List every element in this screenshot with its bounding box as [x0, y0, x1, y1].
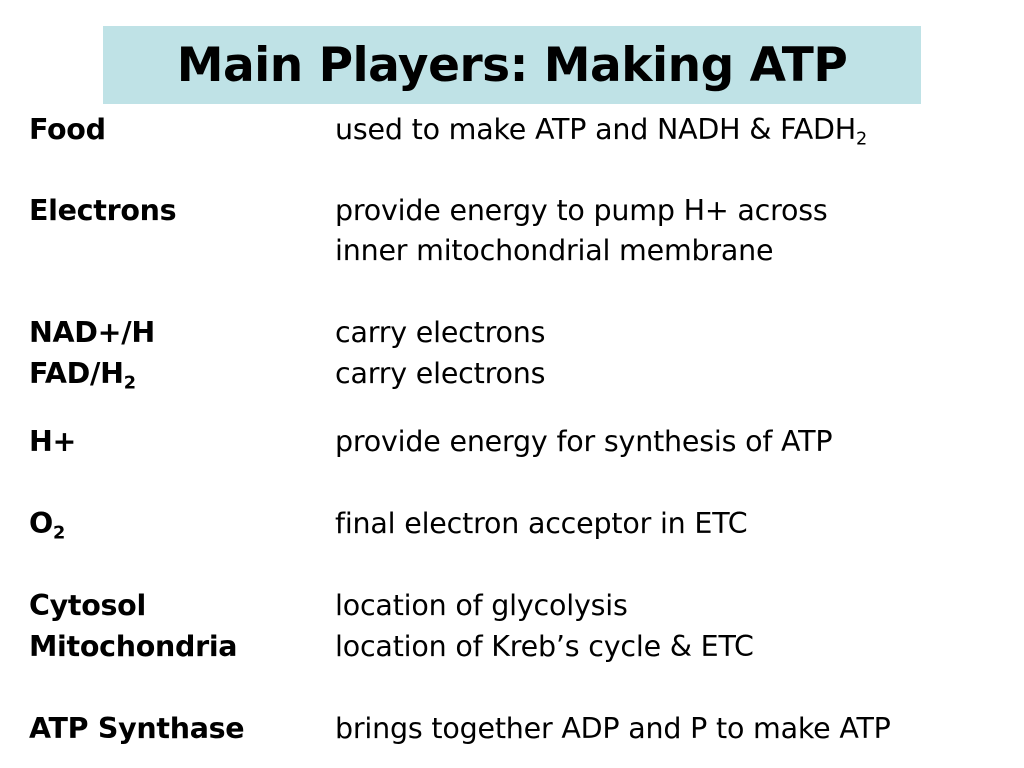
desc-electrons-continued: inner mitochondrial membrane — [335, 234, 774, 267]
term-mitochondria: Mitochondria — [29, 630, 238, 663]
term-electrons: Electrons — [29, 194, 177, 227]
desc-h-plus: provide energy for synthesis of ATP — [335, 425, 833, 458]
desc-oxygen: final electron acceptor in ETC — [335, 507, 748, 540]
term-oxygen: $O_2$ — [29, 507, 65, 544]
desc-nad: carry electrons — [335, 316, 546, 349]
slide-title: Main Players: Making ATP — [176, 37, 848, 93]
term-cytosol: Cytosol — [29, 589, 146, 622]
desc-atp-synthase: brings together ADP and P to make ATP — [335, 712, 891, 745]
term-h-plus: H+ — [29, 425, 77, 458]
desc-cytosol: location of glycolysis — [335, 589, 628, 622]
term-nad: NAD+/H — [29, 316, 155, 349]
desc-mitochondria: location of Kreb’s cycle & ETC — [335, 630, 754, 663]
term-atp-synthase: ATP Synthase — [29, 712, 245, 745]
term-fad: FAD/$H_2$ — [29, 357, 136, 394]
desc-electrons: provide energy to pump H+ across — [335, 194, 828, 227]
desc-fad: carry electrons — [335, 357, 546, 390]
title-banner — [103, 26, 921, 104]
desc-food: used to make ATP and NADH & $FADH_2$ — [335, 113, 868, 150]
term-food: Food — [29, 113, 106, 146]
